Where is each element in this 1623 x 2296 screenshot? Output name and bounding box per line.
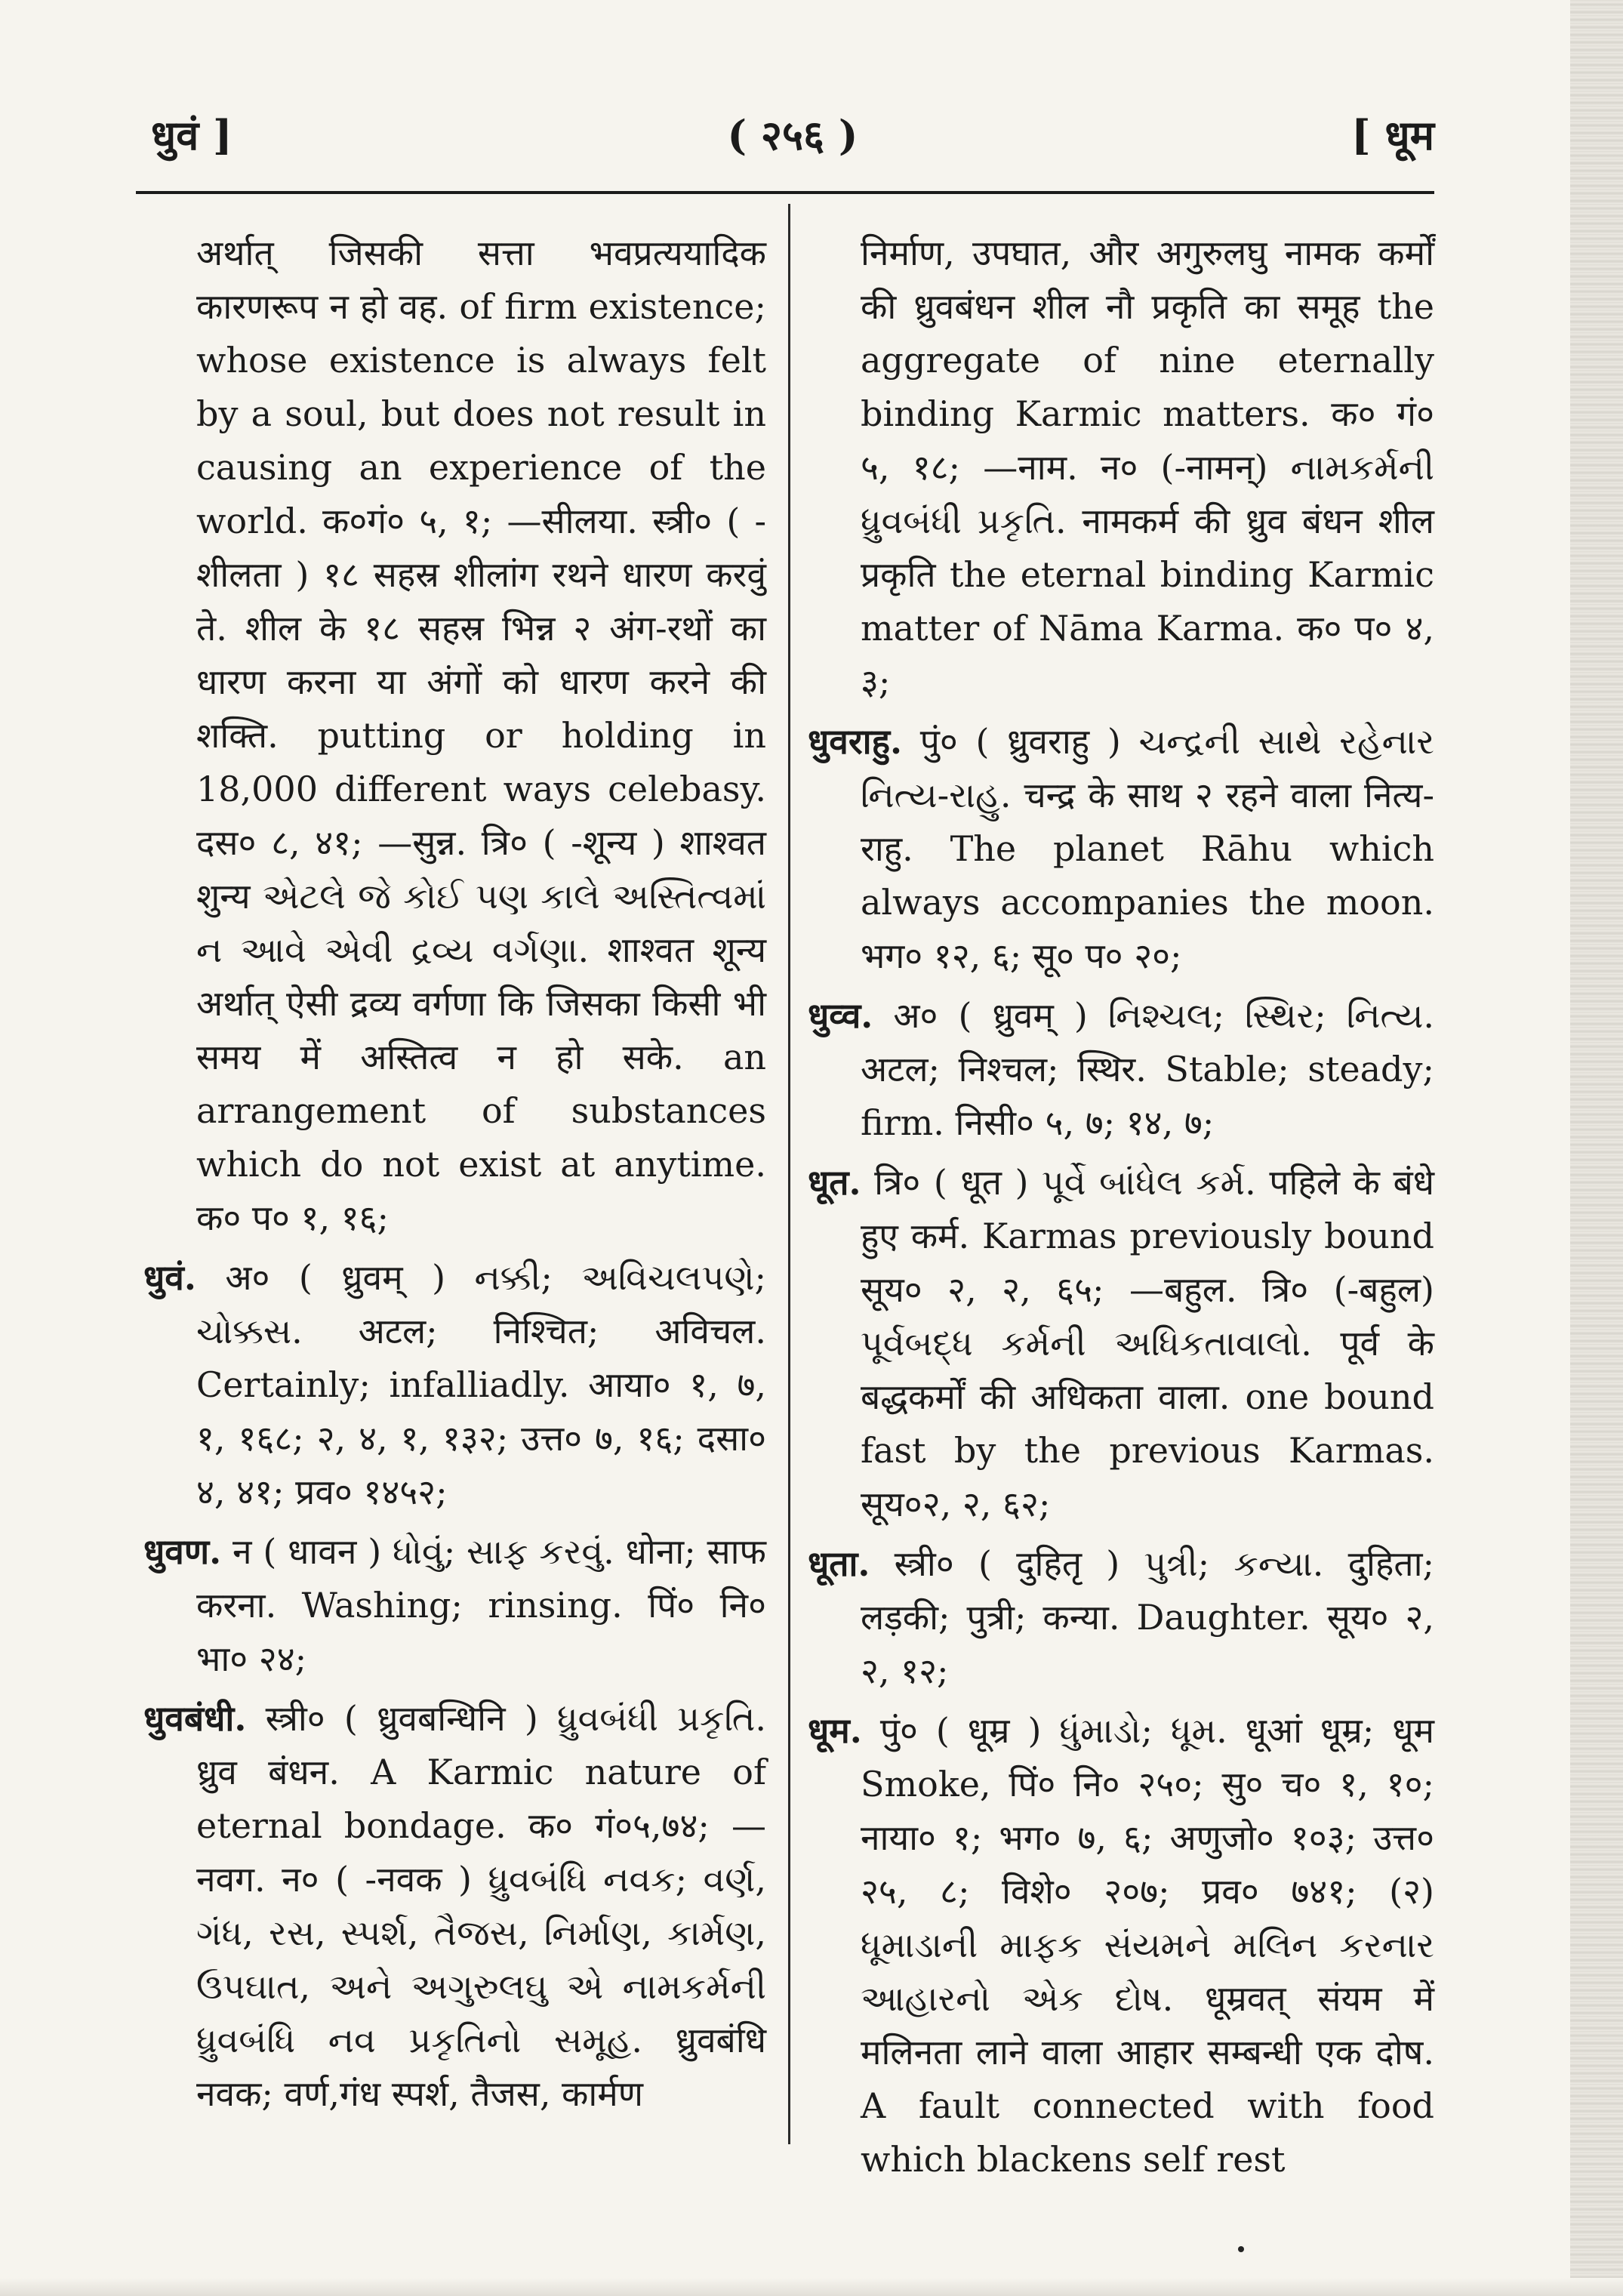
entry-headword: धुवण. [143,1531,222,1572]
entry-headword: धुवं. [143,1257,196,1298]
entry-text: निर्माण, उपघात, और अगुरुलघु नामक कर्मों की ध्रुवबंधन शील नौ प्रकृति का समूह the aggregate of nine eternally binding Karmic matters. क० गं० ५, १८; —नाम. न० (-नामन्) નામકર્મની ધ્રુવબંધી પ્રકૃતિ. नामकर्म की ध्रुव बंधन शील प्रकृति the eternal binding Karmic matter of Nāma Karma. क० प० ४, ३; [861,233,1434,702]
entry-text: स्त्री० ( ध्रुवबन्धिनि ) ધ્રુવબંધી પ્રકૃતિ. ध्रुव बंधन. A Karmic nature of eternal bondage. क० गं०५,७४; —नवग. न० ( -नवक ) ધ્રુવબંધિ નવક; વર્ણ, ગંધ, રસ, સ્પર્શ, તૈજસ, નિર્માણ, કાર્મણ, ઉપઘાત, અને અગુરુલઘુ એ નામકર્મની ધ્રુવબંધિ નવ પ્રકૃતિનો સમૂહ. ध्रुवबंधि नवक; वर्ण,गंध स्पर्श, तैजस, कार्मण [196,1698,766,2114]
entry-text: अर्थात् जिसकी सत्ता भवप्रत्ययादिक कारणरूप न हो वह. of firm existence; whose existence is always felt by a soul, but does not result in causing an experience of the world. क०गं० ५, १; —सीलया. स्त्री० ( -शीलता ) १८ सहस्र शीलांग रथने धारण करवुं ते. शील के १८ सहस्र भिन्न २ अंग-रथों का धारण करना या अंगों को धारण करने की शक्ति. putting or holding in 18,000 different ways celebasy. दस० ८, ४१; —सुन्न. त्रि० ( -शून्य ) शाश्वत शुन्य એટલે જે કોઈ પણ કાલે અસ્તિત્વમાં ન આવે એવી દ્રવ્ય વર્ગણા. शाश्वत शून्य अर्थात् ऐसी द्रव्य वर्गणा कि जिसका किसी भी समय में अस्तित्व न हो सके. an arrangement of substances which do not exist at anytime. क० प० १, १६; [196,233,766,1238]
entry-headword: धूता. [808,1543,870,1584]
header-rule [136,191,1434,194]
header-right-guideword: [ धूम [1351,111,1434,159]
entry-continuation [143,227,766,1245]
right-column [808,227,1434,2193]
entry [143,1692,766,2121]
entry [143,1251,766,1519]
entry [808,1704,1434,2187]
entry-text: अ० ( ध्रुवम् ) નક્કી; અવિચલપણે; ચોક્કસ. अटल; निश्चित; अविचल. Certainly; infalliadly. आया० १, ७, १, १६८; २, ४, १, १३२; उत्त० ७, १६; दसा० ४, ४१; प्रव० १४५२; [196,1257,766,1512]
entry [808,715,1434,983]
entry-headword: धूम. [808,1710,862,1751]
page-number: ( २५६ ) [727,111,858,159]
page-edge-shadow [1570,0,1623,2296]
entry [143,1525,766,1686]
entry-text: स्त्री० ( दुहितृ ) પુત્રી; કન્યા. दुहिता; लड़की; पुत्री; कन्या. Daughter. सूय० २, २, १२; [861,1543,1435,1691]
print-speck [1238,2246,1244,2252]
entry-text: त्रि० ( धूत ) પૂર્વે બાંધેલ કર્મ. पहिले के बंधे हुए कर्म. Karmas previously bound सूय० २, २, ६५; —बहुल. त्रि० (-बहुल) પૂર્વબદ્ધ કર્મની અધિકતાવાલો. पूर्व के बद्धकर्मों की अधिकता वाला. one bound fast by the previous Karmas. सूय०२, २, ६२; [861,1162,1435,1524]
entry [808,1156,1434,1531]
entry-headword: धूत. [808,1162,861,1203]
page-bottom-edge [0,2278,1623,2296]
entry-text: पुं० ( धूम्र ) ધુંમાડો; ધૂમ. धूआं धूम्र; धूम Smoke, पिं० नि० २५०; सु० च० १, १०; नाया० १; भग० ७, ६; अणुजो० १०३; उत्त० २५, ८; विशे० २०७; प्रव० ७४१; (२) ધૂમાડાની માફક સંયમને મલિન કરનાર આહારનો એક દોષ. धूम्रवत् संयम में मलिनता लाने वाला आहार सम्बन्धी एक दोष. A fault connected with food which blackens self rest [861,1710,1434,2180]
header-left-guideword: धुवं ] [151,111,233,159]
entry-headword: धुवराहु. [808,721,903,762]
entry [808,989,1434,1150]
entry-text: पुं० ( ध्रुवराहु ) ચન્દ્રની સાથે રહેનાર નિત્ય-રાહુ. चन्द्र के साथ २ रहने वाला नित्य-राहु. The planet Rāhu which always accompanies the moon. भग० १२, ६; सू० प० २०; [861,721,1434,976]
entry-headword: धुवबंधी. [143,1698,247,1739]
entry-headword: धुव्व. [808,995,873,1036]
entry-continuation [808,227,1434,709]
entry-text: न ( धावन ) ધોવું; સાફ કરવું. धोना; साफ करना. Washing; rinsing. पिं० नि० भा० २४; [196,1531,767,1679]
page-header [151,106,1434,166]
column-divider [788,204,790,2144]
left-column [143,227,766,2127]
entry [808,1537,1434,1698]
entry-text: अ० ( ध्रुवम् ) નિશ્ચલ; સ્થિર; નિત્ય. अटल; निश्चल; स्थिर. Stable; steady; firm. निसी० ५, ७; १४, ७; [861,995,1435,1143]
